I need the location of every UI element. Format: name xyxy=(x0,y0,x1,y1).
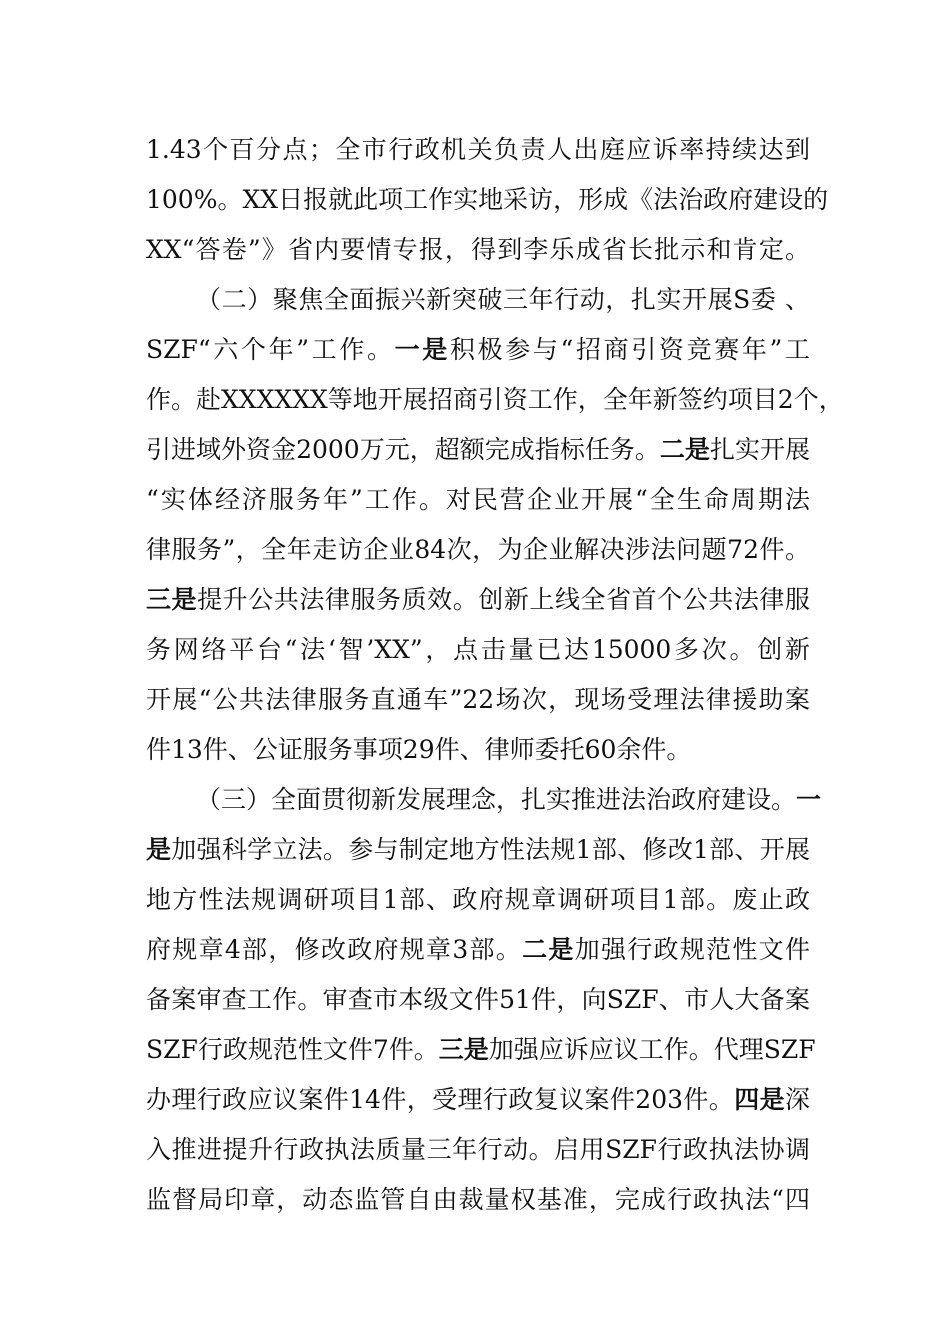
bold-marker: 二是 xyxy=(659,435,710,464)
text-line-20: 办理行政应议案件14件，受理行政复议案件203件。四是深 xyxy=(146,1085,810,1114)
text-line-7: 引进域外资金2000万元，超额完成指标任务。二是扎实开展 xyxy=(146,435,810,464)
text-line-2: 100%。XX日报就此项工作实地采访，形成《法治政府建设的 xyxy=(146,185,829,214)
text-line-21: 入推进提升行政执法质量三年行动。启用SZF行政执法协调 xyxy=(146,1135,810,1164)
text-line-9: 律服务”，全年走访企业84次，为企业解决涉法问题72件。 xyxy=(146,535,810,564)
bold-marker: 一是 xyxy=(394,335,450,364)
text-line-13: 件13件、公证服务事项29件、律师委托60余件。 xyxy=(146,735,692,764)
text-line-15: 是加强科学立法。参与制定地方性法规1部、修改1部、开展 xyxy=(146,835,810,864)
bold-marker: 三是 xyxy=(146,585,198,614)
text-line-8: “实体经济服务年”工作。对民营企业开展“全生命周期法 xyxy=(146,485,810,514)
text-line-12: 开展“公共法律服务直通车”22场次，现场受理法律援助案 xyxy=(146,685,810,714)
text-line-14: （三）全面贯彻新发展理念，扎实推进法治政府建设。一 xyxy=(196,785,822,814)
text-line-6: 作。赴XXXXXX等地开展招商引资工作，全年新签约项目2个， xyxy=(146,385,844,414)
text-line-19: SZF行政规范性文件7件。三是加强应诉应议工作。代理SZF xyxy=(146,1035,816,1064)
text-line-4: （二）聚焦全面振兴新突破三年行动，扎实开展S委 、 xyxy=(196,285,810,314)
bold-marker: 二是 xyxy=(522,935,575,964)
text-line-16: 地方性法规调研项目1部、政府规章调研项目1部。废止政 xyxy=(146,885,810,914)
text-line-1: 1.43个百分点；全市行政机关负责人出庭应诉率持续达到 xyxy=(146,135,810,164)
text-line-5: SZF“六个年”工作。一是积极参与“招商引资竞赛年”工 xyxy=(146,335,810,364)
text-line-18: 备案审查工作。审查市本级文件51件，向SZF、市人大备案 xyxy=(146,985,810,1014)
bold-marker: 四是 xyxy=(734,1085,785,1114)
bold-marker: 三是 xyxy=(438,1035,489,1064)
text-line-10: 三是提升公共法律服务质效。创新上线全省首个公共法律服 xyxy=(146,585,810,614)
text-line-11: 务网络平台“法‘智’XX”，点击量已达15000多次。创新 xyxy=(146,635,810,664)
text-line-22: 监督局印章，动态监管自由裁量权基准，完成行政执法“四 xyxy=(146,1185,810,1214)
text-line-17: 府规章4部，修改政府规章3部。二是加强行政规范性文件 xyxy=(146,935,810,964)
text-line-3: XX“答卷”》省内要情专报，得到李乐成省长批示和肯定。 xyxy=(146,235,810,264)
bold-marker: 是 xyxy=(146,835,172,864)
bold-marker: 一 xyxy=(796,785,822,814)
